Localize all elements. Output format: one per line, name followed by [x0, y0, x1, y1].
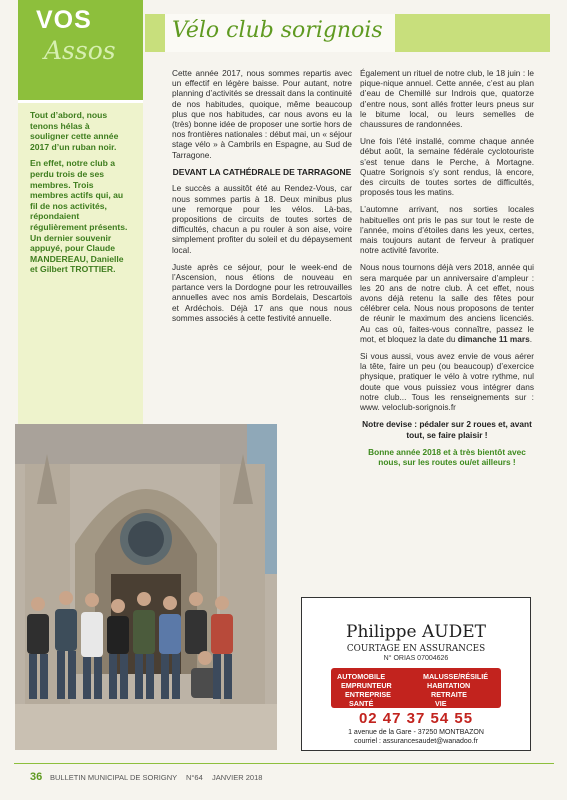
article-paragraph: Juste après ce séjour, pour le week-end de l’Ascension, nous étions de nouveau en partance vers la Dordogne pour les retrouvailles annuelles avec nos amis Bordelais, Descartois et Ardéchois. Déjà 17 ans que nous nous sommes associés à cette festivité annuelle.	[172, 261, 352, 323]
ad-email: courriel : assurancesaudet@wanadoo.fr	[354, 738, 478, 745]
ad-service-item: AUTOMOBILE	[337, 672, 386, 681]
ad-address: 1 avenue de la Gare - 37250 MONTBAZON	[348, 729, 484, 736]
intro-paragraph: En effet, notre club a perdu trois de ses membres. Trois membres actifs qui, au fil de nos activités, répondaient régulièrement présents. Un dernier souvenir appuyé, pour Claude MANDEREAU, Danielle et Gilbert TROTTIER.	[30, 158, 128, 275]
ad-orias-number: N° ORIAS 07004626	[383, 655, 449, 662]
footer-date: JANVIER 2018	[212, 773, 263, 782]
ad-services-panel	[331, 668, 501, 708]
footer-issue: N°64	[186, 773, 203, 782]
highlight-date: dimanche 11 mars	[457, 333, 530, 344]
paragraph-text: Nous nous tournons déjà vers 2018, année qui sera marquée par un anniversaire d’ampleur : les 20 ans de notre club. À cet effet, nous avons déjà retenu la salle des fêtes pour célébrer cela. Nous nous proposons de tenter de réunir le maximum des anciens licenciés. Au cas où, faites-vous connaître, passez le mot, et bloquez la date du	[360, 262, 534, 344]
ad-service-item: HABITATION	[427, 681, 471, 690]
ad-service-item: SANTÉ	[349, 699, 374, 708]
article-paragraph: Si vous aussi, vous avez envie de vous aérer la tête, faire un peu (ou beaucoup) d’exercice physique, pratiquer le vélo à votre rythme, nul doute que vous puissiez vous intégrer dans notre club... Tous les renseignements sur : www. veloclub-sorignois.fr	[360, 351, 534, 413]
ad-service-item: RETRAITE	[431, 690, 467, 699]
ad-service-item: ENTREPRISE	[345, 690, 391, 699]
intro-paragraph: Tout d’abord, nous tenons hélas à souligner cette année 2017 d’un ruban noir.	[30, 110, 119, 152]
page-number: 36	[30, 771, 43, 783]
footer-divider	[14, 763, 554, 764]
ad-service-item: MALUSSE/RÉSILIÉ	[423, 672, 489, 681]
ad-subtitle: COURTAGE EN ASSURANCES	[346, 644, 486, 654]
article-paragraph: Une fois l’été installé, comme chaque année début août, la semaine fédérale cyclotouriste s’est tenue dans le Perche, à Mortagne. Quatre Sorignois s’y sont rendus, là encore, des circuits de toutes sortes de difficultés, proposés tous les matins.	[360, 136, 534, 198]
club-motto: Notre devise : pédaler sur 2 roues et, avant tout, se faire plaisir !	[362, 419, 532, 440]
article-title: Vélo club sorignois	[172, 18, 383, 43]
footer-bulletin: BULLETIN MUNICIPAL DE SORIGNY	[50, 773, 178, 782]
article-subheading: DEVANT LA CATHÉDRALE DE TARRAGONE	[172, 166, 352, 177]
ad-service-item: EMPRUNTEUR	[341, 681, 392, 690]
ad-phone: 02 47 37 54 55	[358, 710, 474, 727]
paragraph-text: .	[529, 333, 533, 344]
article-column-1	[172, 68, 352, 330]
section-label-vos: VOS	[36, 6, 92, 34]
sidebar-intro	[30, 110, 130, 281]
cathedral-group-photo-image	[15, 424, 277, 750]
section-label-assos: Assos	[44, 36, 116, 65]
insurance-advertisement	[301, 597, 531, 751]
group-photo	[15, 424, 277, 750]
article-column-2	[360, 68, 534, 474]
ad-service-item: VIE	[435, 699, 447, 708]
ad-name: Philippe AUDET	[346, 622, 486, 642]
article-paragraph: L’automne arrivant, nos sorties locales habituelles ont pris le pas sur tout le reste de l’année, moins d’étoiles dans les yeux, certes, mais toujours autant de ferveur à pratiquer notre activité favorite.	[360, 204, 534, 256]
article-paragraph	[360, 262, 534, 344]
article-paragraph: Cette année 2017, nous sommes repartis avec un effectif en légère baisse. Pour autant, notre planning d’activités se dressait dans la continuité de nos habitudes, quoique, même beaucoup plus que nos habitudes, car nous avons eu la (très) bonne idée de proposer une sortie hors de nos frontières nationales : début mai, un « séjour stage vélo » à Cambrils en Espagne, au Sud de Tarragone.	[172, 68, 352, 160]
new-year-greeting: Bonne année 2018 et à très bientôt avec nous, sur les routes ou/et ailleurs !	[368, 446, 526, 467]
article-paragraph: Également un rituel de notre club, le 18 juin : le pique-nique annuel. Cette année, c’est au plan d’eau de Chemillé sur Indrois que, quatorze d’entre nous, sont allés frotter leurs pneus sur le bitume local, ou leurs semelles de chaussures de randonnées.	[360, 68, 534, 130]
article-paragraph: Le succès a aussitôt été au Rendez-Vous, car nous sommes partis à 18. Deux minibus plus une remorque pour les vélos. Là-bas, propositions de circuits de toutes sortes de difficultés, chacun a pu rouler à son aise, voire simplement profiter du soleil et du dépaysement local.	[172, 183, 352, 255]
